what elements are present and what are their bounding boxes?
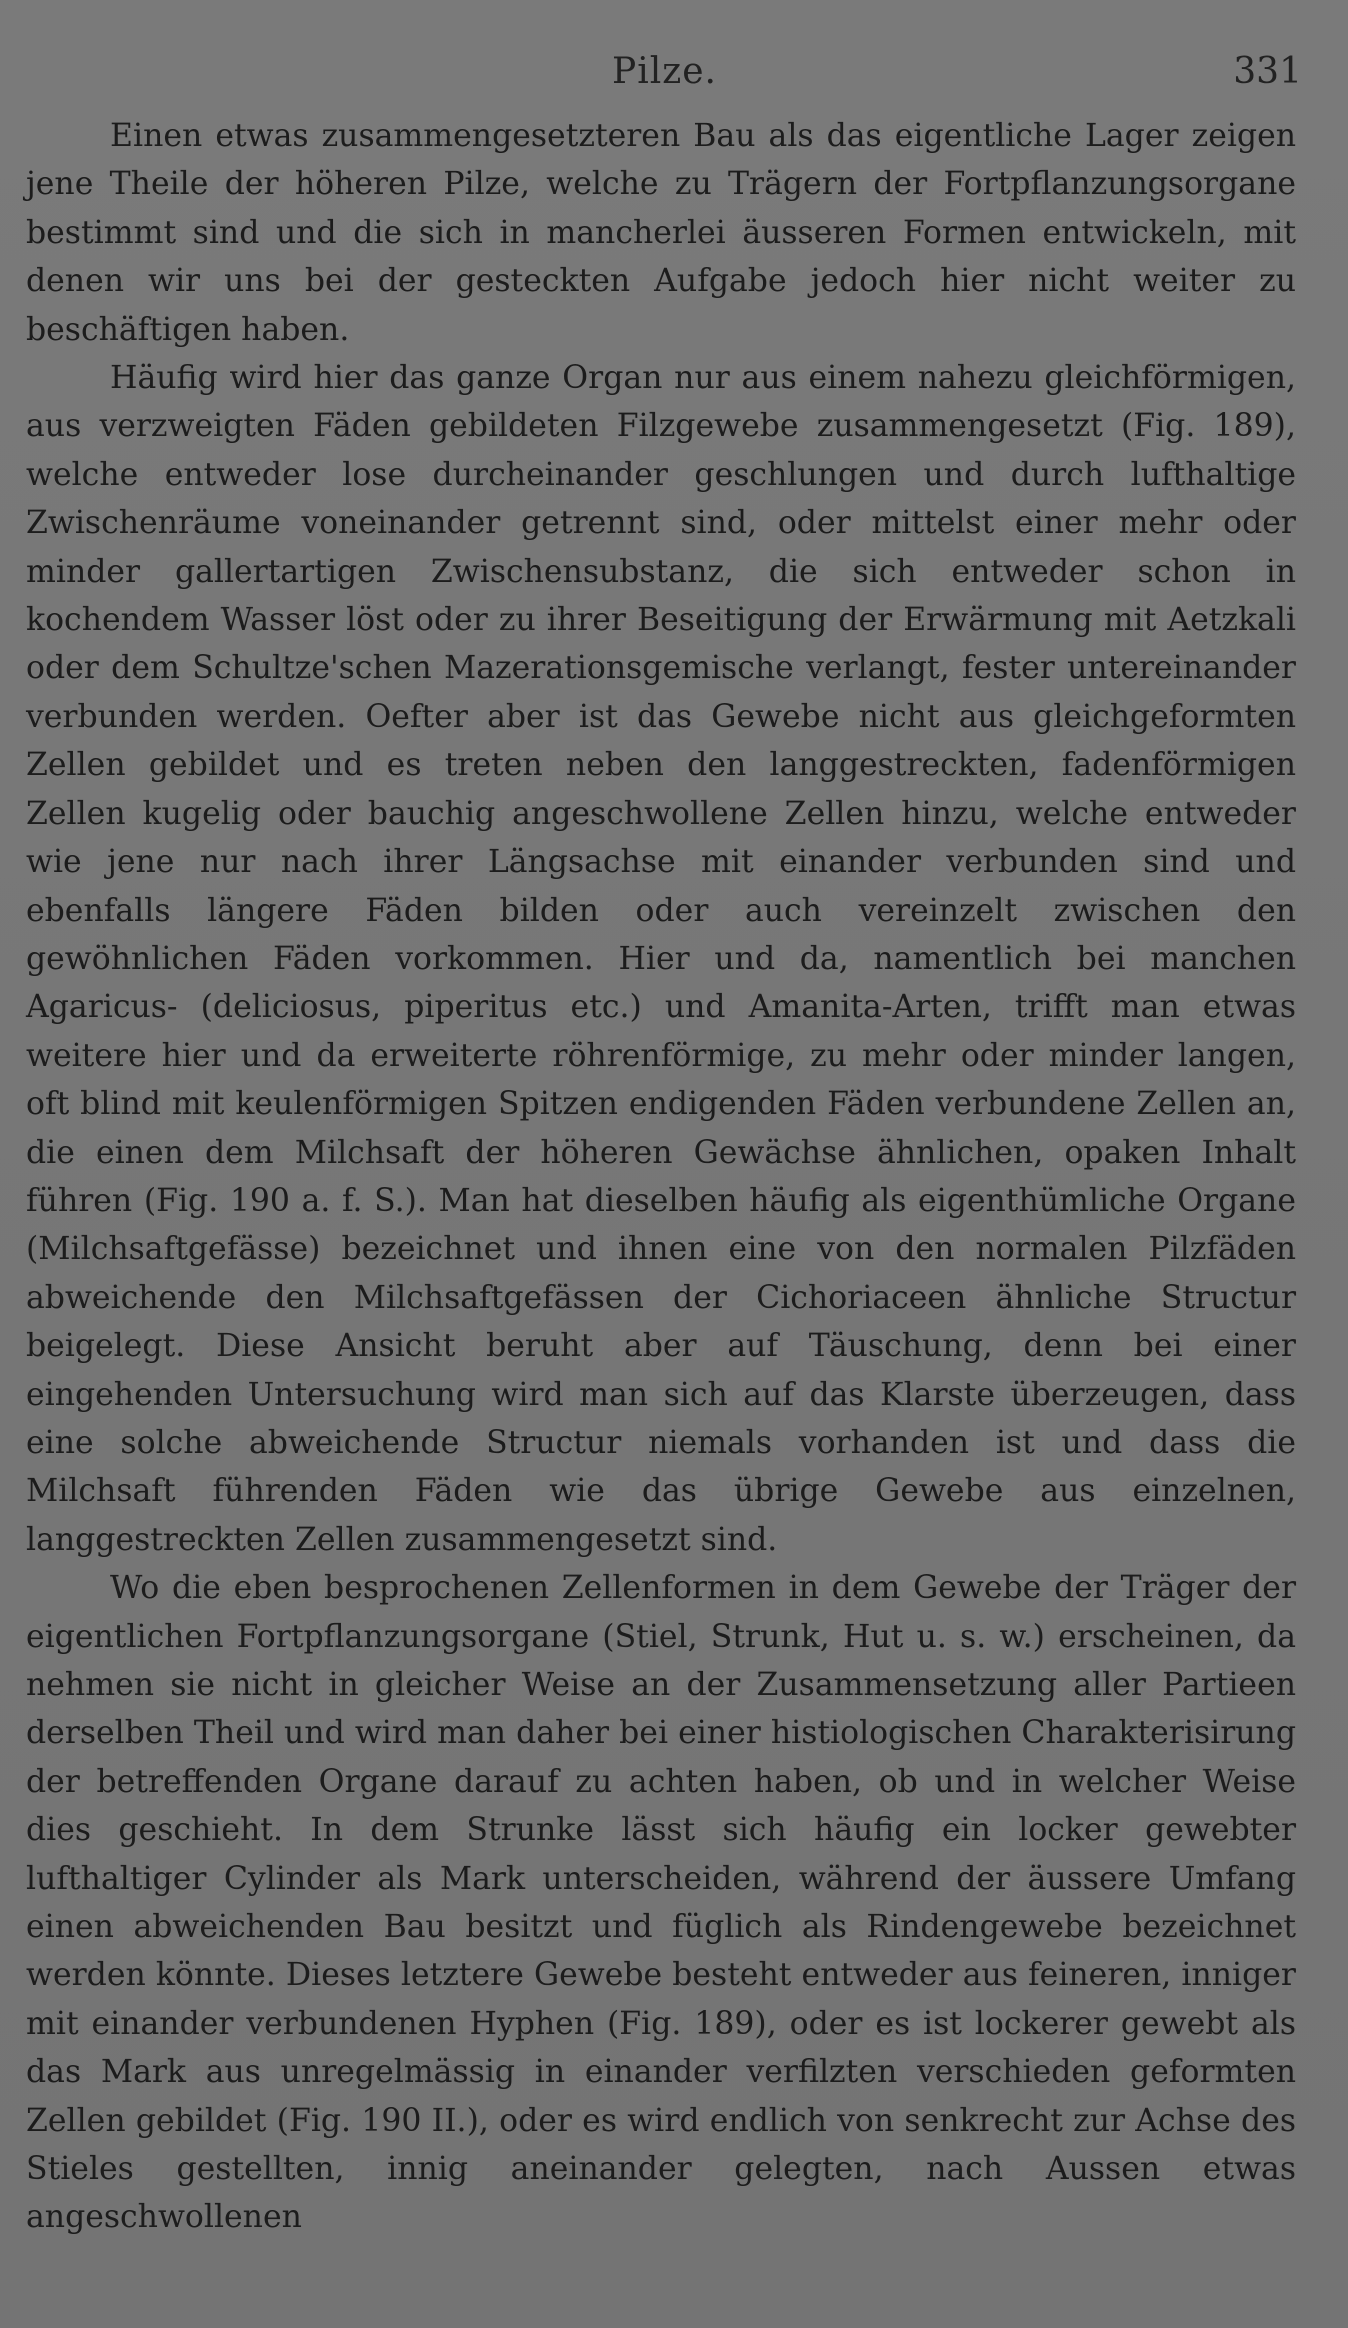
paragraph-2: Häufig wird hier das ganze Organ nur aus einem nahezu gleichförmigen, aus verzweigten Fäden gebildeten Filzgewebe zusammengesetzt (Fig. 189), welche entweder lose durcheinander geschlungen und durch lufthaltige Zwischenräume voneinander getrennt sind, oder mittelst einer mehr oder minder gallertartigen Zwischensubstanz, die sich entweder schon in kochendem Wasser löst oder zu ihrer Beseitigung der Erwärmung mit Aetzkali oder dem Schultze'schen Mazerationsgemische verlangt, fester untereinander verbunden werden. Oefter aber ist das Gewebe nicht aus gleichgeformten Zellen gebildet und es treten neben den langgestreckten, fadenförmigen Zellen kugelig oder bauchig angeschwollene Zellen hinzu, welche entweder wie jene nur nach ihrer Längsachse mit einander verbunden sind und ebenfalls längere Fäden bilden oder auch vereinzelt zwischen den gewöhnlichen Fäden vorkommen. Hier und da, namentlich bei manchen Agaricus- (deliciosus, piperitus etc.) und Amanita-Arten, trifft man etwas weitere hier und da erweiterte röhrenförmige, zu mehr oder minder langen, oft blind mit keulenförmigen Spitzen endigenden Fäden verbundene Zellen an, die einen dem Milchsaft der höheren Gewächse ähnlichen, opaken Inhalt führen (Fig. 190 a. f. S.). Man hat dieselben häufig als eigenthümliche Organe (Milchsaftgefässe) bezeichnet und ihnen eine von den normalen Pilzfäden abweichende den Milchsaftgefässen der Cichoriaceen ähnliche Structur beigelegt. Diese Ansicht beruht aber auf Täuschung, denn bei einer eingehenden Untersuchung wird man sich auf das Klarste überzeugen, dass eine solche abweichende Structur niemals vorhanden ist und dass die Milchsaft führenden Fäden wie das übrige Gewebe aus einzelnen, langgestreckten Zellen zusammengesetzt sind. bbox=[26, 360, 1296, 1558]
paragraph-1: Einen etwas zusammengesetzteren Bau als das eigentliche Lager zeigen jene Theile der höheren Pilze, welche zu Trägern der Fortpflanzungsorgane bestimmt sind und die sich in mancherlei äusseren Formen entwickeln, mit denen wir uns bei der gesteckten Aufgabe jedoch hier nicht weiter zu beschäftigen haben. bbox=[26, 118, 1296, 348]
page-header bbox=[0, 42, 1348, 102]
paragraph-3: Wo die eben besprochenen Zellenformen in dem Gewebe der Träger der eigentlichen Fortpflanzungsorgane (Stiel, Strunk, Hut u. s. w.) erscheinen, da nehmen sie nicht in gleicher Weise an der Zusammensetzung aller Partieen derselben Theil und wird man daher bei einer histiologischen Charakterisirung der betreffenden Organe darauf zu achten haben, ob und in welcher Weise dies geschieht. In dem Strunke lässt sich häufig ein locker gewebter lufthaltiger Cylinder als Mark unterscheiden, während der äussere Umfang einen abweichenden Bau besitzt und füglich als Rindengewebe bezeichnet werden könnte. Dieses letztere Gewebe besteht entweder aus feineren, inniger mit einander verbundenen Hyphen (Fig. 189), oder es ist lockerer gewebt als das Mark aus unregelmässig in einander verfilzten verschieden geformten Zellen gebildet (Fig. 190 II.), oder es wird endlich von senkrecht zur Achse des Stieles gestellten, innig aneinander gelegten, nach Aussen etwas angeschwollenen bbox=[26, 1570, 1296, 2236]
body-text bbox=[26, 112, 1296, 2242]
page-number: 331 bbox=[1233, 51, 1302, 92]
running-title: Pilze. bbox=[612, 51, 717, 92]
